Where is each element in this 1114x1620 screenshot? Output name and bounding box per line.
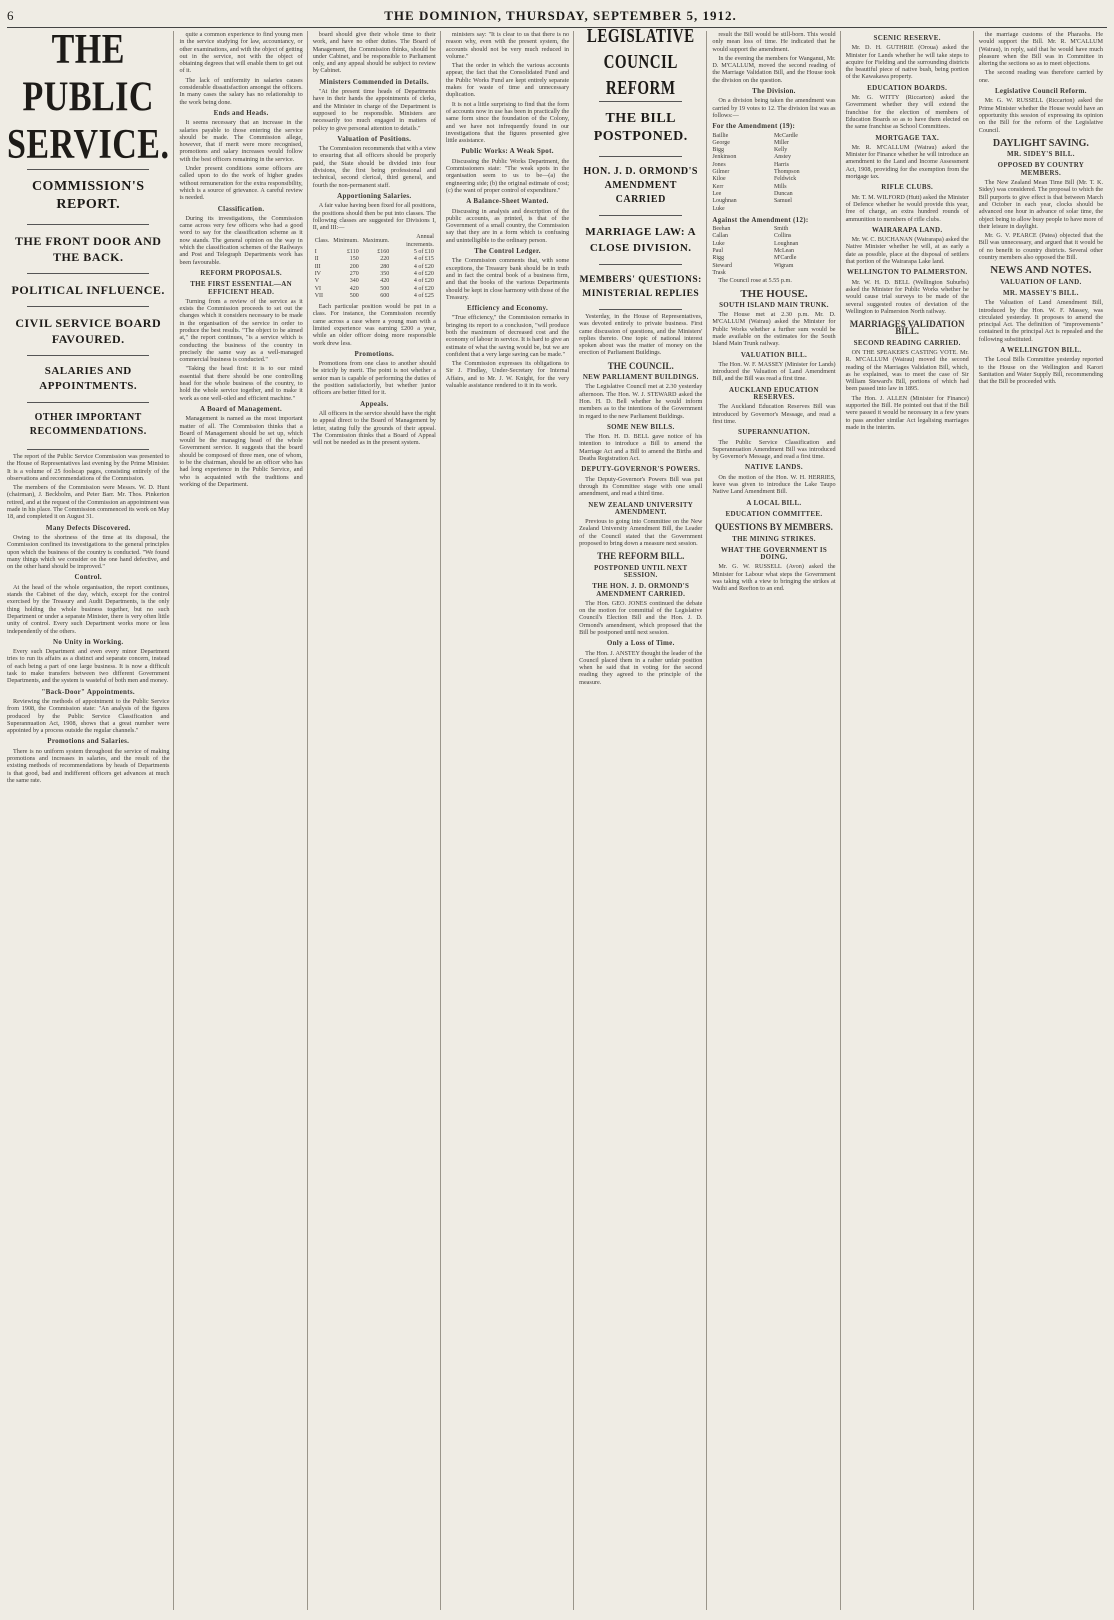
column-4 (446, 31, 574, 1610)
division-name: Mills (773, 183, 787, 190)
subhead-no-unity: No Unity in Working. (53, 637, 124, 646)
section-mortgage-tax: MORTGAGE TAX. (875, 133, 940, 142)
page-number: 6 (7, 8, 14, 23)
division-name: McLean (773, 248, 794, 255)
division-name: Jones (712, 161, 726, 168)
division-name: George (712, 139, 730, 146)
salary-table (313, 234, 436, 300)
salary-table-header: Class. (314, 238, 330, 245)
noes-list (712, 226, 835, 277)
section-superannuation: SUPERANNUATION. (738, 428, 810, 437)
division-name: Trask (712, 269, 726, 276)
division-name: Bigg (712, 147, 725, 154)
salary-table-cell: 200 (349, 263, 359, 270)
column-2 (179, 31, 307, 1610)
section-valuation-bill: VALUATION BILL. (740, 350, 807, 359)
division-name: Miller (773, 139, 789, 146)
division-name: Anstey (773, 154, 791, 161)
headline-bill-postponed: THE BILL POSTPONED. (593, 111, 688, 144)
headline-ormond-amendment: HON. J. D. ORMOND'S AMENDMENT CARRIED (583, 166, 698, 205)
salary-table-row (313, 264, 436, 271)
section-what-government: WHAT THE GOVERNMENT IS DOING. (720, 545, 828, 562)
subhead-only-loss: Only a Loss of Time. (606, 639, 675, 648)
section-wairarapa: WAIRARAPA LAND. (871, 225, 943, 234)
subhead-control-ledger: The Control Ledger. (474, 247, 541, 256)
salary-table-cell: VII (314, 292, 324, 299)
division-name: Gilmer (712, 169, 730, 176)
subhead-classification: Classification. (217, 204, 265, 213)
division-name: Thompson (773, 169, 800, 176)
body-text: SCENIC RESERVE. Mr. D. H. GUTHRIE (Oroua) asked the Minister for Lands whether he will take steps to acquire for Fielding and the surrounding districts the beautiful piece of native bush, being portion of the Kawakawa property. EDUCATION BOARDS. Mr. G. WITTY (Riccarton) asked the Government whether they will extend the franchise for the election of members of Education Boards so as to have them elected on the same franchise as School Committees. MORTGAGE TAX. Mr. R. M'CALLUM (Wairau) asked the Minister for Finance whether he will introduce an amendment to the Land and Income Assessment Act, 1908, providing for the exemption from the mortgage tax. RIFLE CLUBS. Mr. T. M. WILFORD (Hutt) asked the Minister of Defence whether he would provide this year, free of charge, an extra hundred rounds of ammunition to members of rifle clubs. WAIRARAPA LAND. Mr. W. C. BUCHANAN (Wairarapa) asked the Native Minister whether he will, at as early a date as possible, place at the disposal of settlers that portion of the Wairarapa Lake land. WELLINGTON TO PALMERSTON. Mr. W. H. D. BELL (Wellington Suburbs) asked the Minister for Public Works whether he would cause trial surveys to be made of the several suggested routes of deviation of the Wellington to Palmerston North railway. MARRIAGES VALIDATION BILL. SECOND READING CARRIED. ON THE SPEAKER'S CASTING VOTE. Mr. R. M'CALLUM (Wairau) moved the second reading of the Marriages Validation Bill, which, as he explained, was to meet the case of Sir William Steward's Bill, portions of which had been passed into law in 1895. The Hon. J. ALLEN (Minister for Finance) supported the Bill. He pointed out that if the Bill were passed it would be necessary in a few years to pass another similar Act legalising marriages made in the interim. (845, 34, 969, 431)
section-council-sub: NEW PARLIAMENT BUILDINGS. (582, 373, 699, 382)
division-name: McCardle (773, 132, 798, 139)
section-scenic: SCENIC RESERVE. (873, 34, 941, 42)
masthead (7, 5, 1107, 28)
salary-table-cell: IV (314, 270, 322, 277)
section-house-sub: SOUTH ISLAND MAIN TRUNK. (719, 300, 829, 309)
division-name: Wigram (773, 262, 794, 269)
salary-table-cell: 5 of £10 (413, 249, 434, 256)
salary-table-cell: 350 (380, 270, 390, 277)
division-name: Callan (712, 233, 729, 240)
salary-table-row (313, 278, 436, 285)
headline-public-service: THE PUBLIC SERVICE. (7, 26, 170, 168)
salary-table-cell: I (314, 249, 317, 256)
subhead-division: The Division. (752, 87, 796, 96)
subhead-apportioning: Apportioning Salaries. (337, 191, 412, 200)
division-name: Luke (712, 240, 725, 247)
salary-table-header: Annual increments. (406, 234, 434, 248)
subhead-ministers: Ministers Commended in Details. (319, 77, 429, 86)
salary-table-row (313, 286, 436, 293)
salary-table-cell: 4 of £15 (413, 256, 434, 263)
section-daylight-saving: DAYLIGHT SAVING. (992, 137, 1089, 149)
paper-title: THE DOMINION, THURSDAY, SEPTEMBER 5, 1912. (384, 8, 737, 23)
salary-table-header: Maximum. (362, 238, 390, 245)
section-opposed: OPPOSED BY COUNTRY MEMBERS. (997, 161, 1085, 177)
headline-commission-report: COMMISSION'S REPORT. (31, 179, 145, 212)
subhead-reform-sub: THE FIRST ESSENTIAL—AN EFFICIENT HEAD. (190, 280, 292, 296)
section-council: THE COUNCIL. (607, 360, 674, 371)
salary-table-cell: £110 (346, 249, 359, 256)
ayes-list (712, 133, 835, 213)
salary-table-cell: 600 (380, 292, 390, 299)
subhead-reform: REFORM PROPOSALS. (200, 268, 282, 277)
section-ormond-amend: THE HON. J. D. ORMOND'S AMENDMENT CARRIED. (592, 582, 690, 598)
section-deputy-governor: DEPUTY-GOVERNOR'S POWERS. (581, 465, 701, 474)
division-name: Kelly (773, 147, 788, 154)
division-name: Loughnan (712, 198, 737, 205)
salary-table-cell: 4 of £20 (413, 278, 434, 285)
column-6 (712, 31, 840, 1610)
division-name: Kerr (712, 183, 724, 190)
headline-political-influence: POLITICAL INFLUENCE. (11, 283, 165, 297)
subhead-promotions2: Promotions. (354, 349, 395, 358)
subhead-back-door: "Back-Door" Appointments. (41, 687, 135, 696)
section-native-lands: NATIVE LANDS. (745, 463, 803, 472)
subhead-ends-heads: Ends and Heads. (213, 108, 269, 117)
salary-table-cell: 270 (349, 270, 359, 277)
section-education-committee: EDUCATION COMMITTEE. (725, 509, 823, 518)
body-text: the marriage customs of the Pharaohs. He would support the Bill. Mr. R. M'CALLUM (Wairau), in reply, said that he would have much pleasure when the Bill was in Committee in altering the sections so as to meet objections. The second reading was therefore carried by one. Legislative Council Reform. Mr. G. W. RUSSELL (Riccarton) asked the Prime Minister whether the House would have an opportunity this session of expressing its opinion on the Bill for the reform of the Legislative Council. DAYLIGHT SAVING. MR. SIDEY'S BILL. OPPOSED BY COUNTRY MEMBERS. The New Zealand Mean Time Bill (Mr. T. K. Sidey) was considered. The proposal to which the Bill purports to give effect is that between March and October in each year, clocks should be advanced one hour in advance of solar time, the object being to allow busy people to have more of their leisure in daylight. Mr. G. V. PEARCE (Patea) objected that the Bill was unnecessary, and argued that it would be of no benefit to country districts. Several other country members also opposed the Bill. NEWS AND NOTES. VALUATION OF LAND. MR. MASSEY'S BILL. The Valuation of Land Amendment Bill, introduced by the Hon. W. F. Massey, was circulated yesterday. It proposes to amend the principal Act. The definition of "improvements" contained in the principal Act is repealed and the following substituted. A WELLINGTON BILL. The Local Bills Committee yesterday reported to the House on the Wellington and Karori Sanitation and Water Supply Bill, recommending that the Bill be proceeded with. (978, 31, 1103, 386)
salary-table-cell: 4 of £20 (413, 270, 434, 277)
salary-table-cell: 4 of £20 (413, 263, 434, 270)
section-lc-reform: Legislative Council Reform. (994, 87, 1087, 96)
column-7 (846, 31, 974, 1610)
division-name: Rigg (712, 255, 725, 262)
subhead-weak-spot: Public Works: A Weak Spot. (461, 147, 554, 156)
salary-table-cell: 4 of £25 (413, 292, 434, 299)
headline-civil-service-board: CIVIL SERVICE BOARD FAVOURED. (15, 316, 162, 346)
section-rifle-clubs: RIFLE CLUBS. (881, 183, 934, 192)
division-name: Duncan (773, 190, 793, 197)
newspaper-page (7, 5, 1107, 1610)
salary-table-row (313, 256, 436, 263)
section-wellington-bill: A WELLINGTON BILL. (1000, 345, 1082, 354)
noes-label: Against the Amendment (12): (712, 215, 809, 224)
salary-table-cell: III (314, 263, 321, 270)
salary-table-cell: II (314, 256, 319, 263)
headline-marriage-law: MARRIAGE LAW: A CLOSE DIVISION. (585, 226, 697, 254)
council-rose: The Council rose at 5.55 p.m. (718, 277, 792, 285)
column-8 (979, 31, 1107, 1610)
subhead-balance: A Balance-Sheet Wanted. (466, 197, 549, 206)
salary-table-cell: £160 (377, 249, 390, 256)
division-name: Collins (773, 233, 792, 240)
division-name: Smith (773, 226, 789, 233)
division-name: Loughnan (773, 240, 799, 247)
headline-other-recommendations: OTHER IMPORTANT RECOMMENDATIONS. (29, 412, 147, 437)
division-name: Jenkinson (712, 154, 737, 161)
salary-table-cell: 340 (349, 278, 359, 285)
salary-table-cell: 150 (349, 256, 359, 263)
section-the-house: THE HOUSE. (740, 287, 808, 300)
column-1 (7, 26, 174, 1610)
division-name: Steward (712, 262, 733, 269)
salary-table-cell: V (314, 278, 320, 285)
section-news-notes: NEWS AND NOTES. (990, 264, 1092, 277)
division-name: Luke (712, 205, 725, 212)
headline-front-door: THE FRONT DOOR AND THE BACK. (15, 234, 162, 264)
body-text: quite a common experience to find young men in the service studying for law, accountancy, or other examinations, and with the object of getting out in the service, not with the object of obtaining degrees that will enable them to get out of it. The lack of uniformity in salaries causes considerable dissatisfaction amongst the officers. In many cases the salary has no relationship to the work being done. Ends and Heads. It seems necessary that an increase in the salaries payable to those entering the service should be made. The Commission allege, however, that if merit were more recognised, promotions and salary increases would follow with the best officers remaining in the service. Under present conditions some officers are called upon to do the work of higher grades without remuneration for the extra responsibility, which is a source of grievance. A careful review is needed. Classification. During its investigations, the Commission came across very few officers who had a good word to say for the classification scheme as it now stands. The general opinion on the way in which the classification schemes of the Railways and Post and Telegraph Departments work has been favourable. REFORM PROPOSALS. THE FIRST ESSENTIAL—AN EFFICIENT HEAD. Turning from a review of the service as it exists the Commission proceeds to set out the changes which it considers necessary to be made in the organisation of the service in order to produce the best results. "The object to be aimed at," the report continues, "is a service which is conducting the business of the country in precisely the same way as a well-managed commercial business is conducted." "Taking the head first: it is to our mind essential that there should be one controlling head for the whole business of the country, to hold the whole service together, and to make it work as one well-oiled and efficient machine." A Board of Management. Management is named as the most important matter of all. The Commission thinks that a Board of Management should be set up, which would be the managing head of the whole Government service. It suggests that the board should be composed of three men, one of whom, to be the chairman, should be an officer who has had long experience in the Public Service, and who is acquainted with the traditions and working of the Department. (179, 31, 303, 488)
salary-table-cell: VI (314, 285, 322, 292)
division-name: Feldwick (773, 176, 797, 183)
body-text: result the Bill would be still-born. This would only mean loss of time. He indicated that he would support the amendment. In the evening the members for Wanganui, Mr. D. M'CALLUM, moved the second reading of the Marriage Validation Bill, and the House took the division on the question. The Division. On a division being taken the amendment was carried by 19 votes to 12. The division list was as follows:— For the Amendment (19): Baillie George Bigg Jenkinson Jones Gilmer Kiloe Kerr Lee Loughnan Luke McCardle Miller Kelly Anstey Harris Thompson Feldwick Mills Duncan Samuel Against the Amendment (12): Beehan Callan Luke Paul Rigg Steward Trask Smith Collins Loughnan McLean M'Cardle Wigram The Council rose at 5.55 p.m. THE HOUSE. SOUTH ISLAND MAIN TRUNK. The House met at 2.30 p.m. Mr. D. M'CALLUM (Wairau) asked the Minister for Public Works whether a further sum would be made available on the estimates for the South Island Main Trunk railway. VALUATION BILL. The Hon. W. F. MASSEY (Minister for Lands) introduced the Valuation of Land Amendment Bill, and the Bill was read a first time. AUCKLAND EDUCATION RESERVES. The Auckland Education Reserves Bill was introduced by Governor's Message, and read a first time. SUPERANNUATION. The Public Service Classification and Superannuation Amendment Bill was introduced by Governor's Message, and read a first time. NATIVE LANDS. On the motion of the Hon. W. H. HERRIES, leave was given to introduce the Lake Taupo Native Land Amendment Bill. A LOCAL BILL. EDUCATION COMMITTEE. QUESTIONS BY MEMBERS. THE MINING STRIKES. WHAT THE GOVERNMENT IS DOING. Mr. G. W. RUSSELL (Avon) asked the Minister for Labour what steps the Government was taking with a view to bringing the strikes at Waihi and Reefton to an end. (712, 31, 836, 593)
headline-members-questions: MEMBERS' QUESTIONS: MINISTERIAL REPLIES (579, 275, 702, 299)
subhead-promotions: Promotions and Salaries. (47, 737, 130, 746)
ayes-label: For the Amendment (19): (712, 122, 796, 131)
salary-table-cell: 500 (349, 292, 359, 299)
subhead-control: Control. (74, 573, 102, 582)
division-name: Beehan (712, 226, 731, 233)
division-name: Baillie (712, 132, 729, 139)
headline-legislative-council: LEGISLATIVE COUNCIL REFORM (586, 26, 695, 100)
headline-salaries: SALARIES AND APPOINTMENTS. (39, 365, 138, 392)
section-some-new-bills: SOME NEW BILLS. (606, 422, 675, 431)
section-auckland: AUCKLAND EDUCATION RESERVES. (729, 385, 819, 402)
body-text: Yesterday, in the House of Representatives, was devoted entirely to private business. First came discussion of questions, and the Ministers' replies thereto. One topic of national interest spoken about was the matter of money on the erection of Parliament Buildings. THE COUNCIL. NEW PARLIAMENT BUILDINGS. The Legislative Council met at 2.30 yesterday afternoon. The Hon. W. J. STEWARD asked the Hon. H. D. Bell whether he would inform members as to the intentions of the Government in regard to the new Parliament Buildings. SOME NEW BILLS. The Hon. H. D. BELL gave notice of his intention to introduce a Bill to amend the Marriage Act and a Bill to amend the Births and Deaths Registration Act. DEPUTY-GOVERNOR'S POWERS. The Deputy-Governor's Powers Bill was put through its Committee stage with one small amendment, and read a third time. NEW ZEALAND UNIVERSITY AMENDMENT. Previous to going into Committee on the New Zealand University Amendment Bill, the Leader of the Council stated that the Government proposed to bring down a measure next session. THE REFORM BILL. POSTPONED UNTIL NEXT SESSION. THE HON. J. D. ORMOND'S AMENDMENT CARRIED. The Hon. GEO. JONES continued the debate on the motion for committal of the Legislative Council's Election Bill and the Hon. J. D. Ormond's amendment, which proposed that the Bill be postponed until next session. Only a Loss of Time. The Hon. J. ANSTEY thought the leader of the Council placed them in a rather unfair position when he said that in voting for the second reading they agreed to the principle of the measure. (579, 313, 703, 686)
division-name: Lee (712, 190, 722, 197)
body-text: ministers say: "It is clear to us that there is no reason why, even with the present system, the accounts should not be very much reduced in volume." That the order in which the various accounts appear, the fact that the Consolidated Fund and the Public Works Fund are kept entirely separate makes for waste of time and unnecessary duplication. It is not a little surprising to find that the form of accounts now in use has been in practically the same form since the foundation of the Colony, and we have not infrequently found in our investigations that the figures presented give little assistance. Public Works: A Weak Spot. Discussing the Public Works Department, the Commissioners state: "The weak spots in the organisation seem to us to be—(a) the engineering side; (b) the original estimate of cost; (c) the want of proper control of expenditure." A Balance-Sheet Wanted. Discussing in analysis and description of the public accounts, as printed, is that of the Government of a small country, the Commission say that they are in a form which is confusing and unintelligible to the ordinary person. The Control Ledger. The Commission comments that, with some exceptions, the Treasury bank should be in truth and in fact the central book of a business firm, and that the books of the various Departments should be kept in close harmony with those of the Treasury. Efficiency and Economy. "True efficiency," the Commission remarks in bringing its report to a conclusion, "will produce both the maximum of decreased cost and the economy of labour in service. It is hard to give an estimate of what the saving would be, but we are confident that a very large saving can be made." The Commission expresses its obligations to Sir J. Findlay, Under-Secretary for Internal Affairs, and to Mr. J. W. Knight, for the very valuable assistance rendered to it in its work. (445, 31, 570, 390)
section-massey-bill: MR. MASSEY'S BILL. (1002, 288, 1079, 297)
section-marriages-bill: MARRIAGES VALIDATION BILL. (849, 319, 965, 337)
section-nz-university: NEW ZEALAND UNIVERSITY AMENDMENT. (588, 500, 694, 516)
subhead-valuation: Valuation of Positions. (337, 134, 412, 143)
division-name: Kiloe (712, 176, 726, 183)
section-marriages-sub: SECOND READING CARRIED. (853, 338, 961, 347)
salary-table-cell: 420 (380, 278, 390, 285)
division-name: Samuel (773, 198, 792, 205)
section-reform-bill: THE REFORM BILL. (597, 551, 685, 562)
section-valuation-land: VALUATION OF LAND. (1000, 277, 1082, 286)
division-name: Harris (773, 161, 789, 168)
subhead-appeals: Appeals. (360, 399, 389, 408)
salary-table-header: Minimum. (333, 238, 359, 245)
column-5 (579, 26, 707, 1610)
salary-table-cell: 220 (380, 256, 390, 263)
body-text: The report of the Public Service Commission was presented to the House of Representatives last evening by the Prime Minister. It is a volume of 25 foolscap pages, consisting entirely of the observations and recommendations of the Commission. The members of the Commission were Messrs. W. D. Hunt (chairman), J. Beckbolm, and Peter Barr. Mr. Thos. Pinkerton retired, and at the request of the Commission an appointment was made in his place. The Commission commenced its work on May 18, and completed it on August 31. Many Defects Discovered. Owing to the shortness of the time at its disposal, the Commission confined its investigations to the general principles upon which the business of the country is conducted. "We found many things which we consider on the one hand defective, and on the other hand should be improved." Control. At the head of the whole organisation, the report continues, stands the Cabinet of the day, which, except for the control exercised by the Treasury and Audit Departments, is the only thing holding the whole business together, but no such Department or under a separate Minister, there is very often little unity of control. Every such Department works more or less independently of the others. No Unity in Working. Every such Department and even every minor Department tries to run its affairs as a distinct and separate concern, instead of each being a part of one large business. It is now a difficult task to make transfers between two different Government Departments, and the system is wasteful of both men and money. "Back-Door" Appointments. Reviewing the methods of appointment to the Public Service from 1908, the Commission state: "An analysis of the figures produced by the Public Service Classification and Superannuation Act, 1908, shows that a great number were appointed by a process outside the regular channels." Promotions and Salaries. There is no uniform system throughout the service of making promotions and increases in salaries, and the result of the existing methods of recommendations by heads of Departments is that good, bad and indifferent officers get advances at much the same rate. (7, 453, 170, 784)
column-3 (313, 31, 441, 1610)
subhead-many-defects: Many Defects Discovered. (45, 523, 131, 532)
salary-table-cell: 280 (380, 263, 390, 270)
division-name: M'Cardle (773, 255, 797, 262)
section-local-bill: A LOCAL BILL. (746, 498, 802, 507)
subhead-efficiency: Efficiency and Economy. (467, 304, 548, 313)
salary-table-cell: 4 of £20 (413, 285, 434, 292)
section-wellington-palmerston: WELLINGTON TO PALMERSTON. (846, 268, 968, 277)
section-reform-bill-sub: POSTPONED UNTIL NEXT SESSION. (593, 563, 688, 579)
body-text: board should give their whole time to their work, and have no other duties. The Board of Management, the Commission thinks, should be under Cabinet, and be responsible to Parliament only, and any appeal should be subject to review by Cabinet. Ministers Commended in Details. "At the present time heads of Departments have in their hands the appointments of clerks, and the Minister in charge of the Department is supposed to be responsible. Ministers are necessarily too much engaged in matters of policy to give personal attention to details." Valuation of Positions. The Commission recommends that with a view to ensuring that all officers should be properly paid, the State should be divided into four divisions, the first being professional and technical, second clerical, third general, and fourth the non-permanent staff. Apportioning Salaries. A fair value having been fixed for all positions, the positions should then be put into classes. The following classes are suggested for Divisions I, II, and III:— Class. Minimum. Maximum. Annual increments. I £110 £160 5 of £10 II 150 220 4 of £15 III 200 280 4 of £20 IV 270 350 4 of £20 V 340 420 4 of £20 VI 420 500 4 of £20 VII 500 600 4 of £25 Each particular position would be put in a class. For instance, the Commission recently came across a case where a young man with a limited experience was earning £200 a year, while an older officer doing more responsible work drew less. Promotions. Promotions from one class to another should be strictly by merit. The point is not whether a senior man is capable of performing the duties of the position satisfactorily, but whether junior officers are better fitted for it. Appeals. All officers in the service should have the right to appeal direct to the Board of Management by letter, stating fully the grounds of their appeal. The Commission thinks that a Board of Appeal will not be needed as in the present system. (312, 31, 436, 447)
salary-table-cell: 420 (349, 285, 359, 292)
salary-table-cell: 500 (380, 285, 390, 292)
salary-table-row (313, 293, 436, 300)
section-education-boards: EDUCATION BOARDS. (867, 83, 948, 92)
section-mining-strikes: THE MINING STRIKES. (732, 534, 816, 543)
subhead-board-mgmt: A Board of Management. (200, 404, 283, 413)
section-questions: QUESTIONS BY MEMBERS. (714, 522, 833, 533)
division-name: Paul (712, 248, 724, 255)
section-sidey-bill: MR. SIDEY'S BILL. (1007, 150, 1075, 159)
